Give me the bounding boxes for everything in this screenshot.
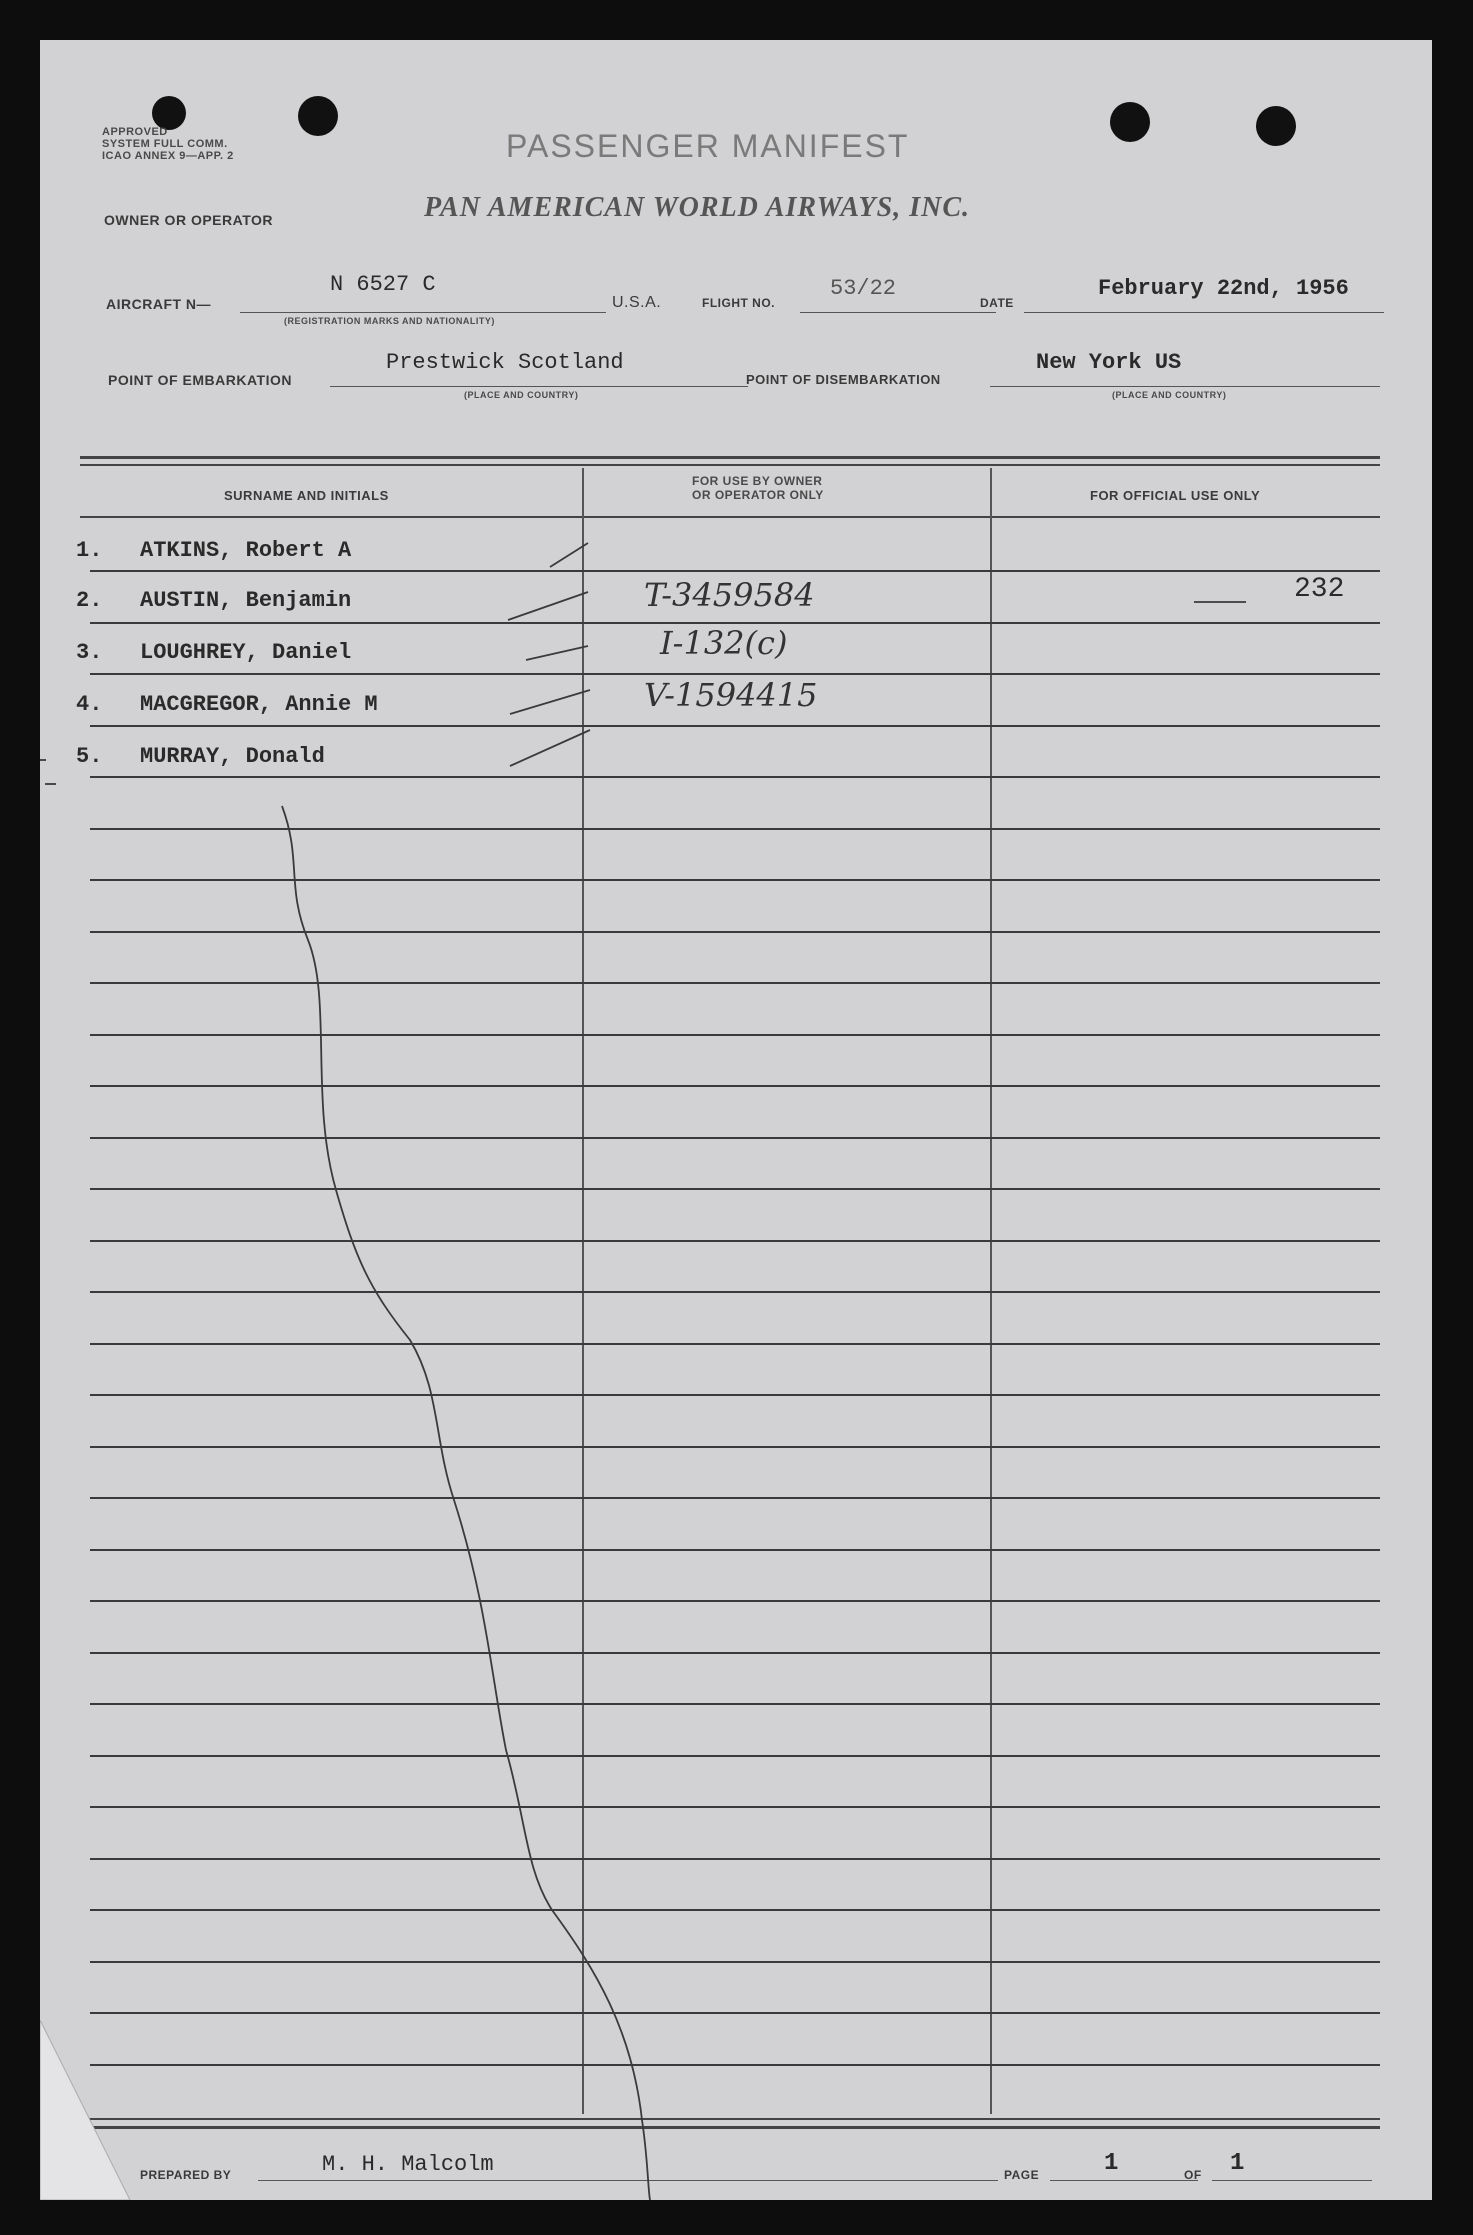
date-value: February 22nd, 1956: [1098, 276, 1349, 301]
page-label: PAGE: [1004, 2168, 1040, 2182]
manifest-sheet: [40, 40, 1432, 2200]
folded-corner: [40, 2020, 200, 2200]
embark-label: POINT OF EMBARKATION: [108, 372, 292, 388]
owner-note: T-3459584: [644, 576, 815, 614]
page-title: PASSENGER MANIFEST: [506, 128, 910, 164]
embark-sub: (PLACE AND COUNTRY): [464, 390, 579, 400]
disembark-value: New York US: [1036, 350, 1182, 375]
aircraft-sub: (REGISTRATION MARKS AND NATIONALITY): [284, 316, 495, 326]
approval-line: APPROVED: [102, 126, 168, 138]
owner-label: OWNER OR OPERATOR: [104, 212, 273, 228]
column-header-owner-use: OR OPERATOR ONLY: [692, 488, 824, 502]
of-label: OF: [1184, 2168, 1202, 2182]
owner-name: PAN AMERICAN WORLD AIRWAYS, INC.: [424, 192, 971, 223]
approval-line: ICAO ANNEX 9—APP. 2: [102, 150, 234, 162]
passenger-name: ATKINS, Robert A: [140, 538, 352, 563]
flight-label: FLIGHT NO.: [702, 296, 775, 310]
column-header-owner-use: FOR USE BY OWNER: [692, 474, 823, 488]
aircraft-label: AIRCRAFT N—: [106, 296, 212, 312]
date-label: DATE: [980, 296, 1014, 310]
passenger-name: MURRAY, Donald: [140, 744, 325, 769]
row-number: 4.: [76, 692, 103, 717]
owner-note: V-1594415: [644, 676, 818, 714]
owner-note: I-132(c): [660, 624, 788, 662]
row-number: 2.: [76, 588, 103, 613]
of-value: 1: [1230, 2150, 1245, 2177]
embark-value: Prestwick Scotland: [386, 350, 624, 375]
disembark-sub: (PLACE AND COUNTRY): [1112, 390, 1227, 400]
row-number: 1.: [76, 538, 103, 563]
row-number: 5.: [76, 744, 103, 769]
passenger-name: MACGREGOR, Annie M: [140, 692, 378, 717]
official-value: 232: [1294, 574, 1345, 605]
passenger-name: AUSTIN, Benjamin: [140, 588, 352, 613]
page-value: 1: [1104, 2150, 1119, 2177]
column-header-official: FOR OFFICIAL USE ONLY: [1090, 488, 1261, 503]
passenger-name: LOUGHREY, Daniel: [140, 640, 352, 665]
pencil-marks: [40, 40, 1432, 2200]
disembark-label: POINT OF DISEMBARKATION: [746, 372, 941, 387]
prepared-label: PREPARED BY: [140, 2168, 232, 2182]
row-number: 3.: [76, 640, 103, 665]
flight-value: 53/22: [830, 276, 897, 301]
prepared-value: M. H. Malcolm: [322, 2152, 494, 2177]
usa-label: U.S.A.: [612, 294, 662, 311]
aircraft-value: N 6527 C: [330, 272, 436, 297]
approval-line: SYSTEM FULL COMM.: [102, 138, 228, 150]
column-header-surname: SURNAME AND INITIALS: [224, 488, 389, 503]
